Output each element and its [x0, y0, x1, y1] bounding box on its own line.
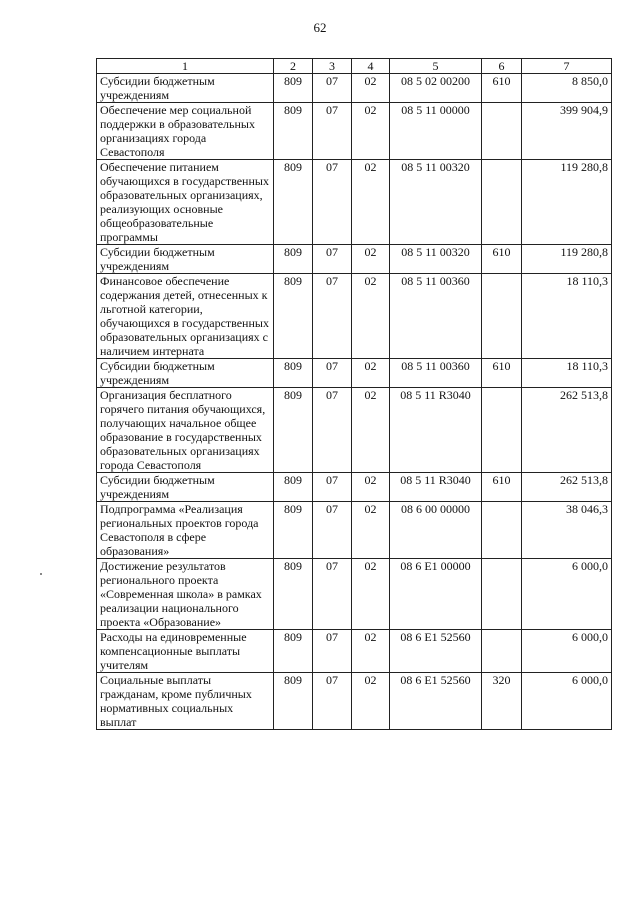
- table-row: [97, 103, 612, 160]
- amount: 262 513,8: [522, 473, 612, 502]
- subsection-code: 02: [352, 160, 390, 245]
- section-code: 07: [313, 245, 352, 274]
- ministry-code: 809: [274, 74, 313, 103]
- table-row: [97, 274, 612, 359]
- col-header-7: 7: [522, 59, 612, 74]
- expense-type-code: 610: [482, 245, 522, 274]
- ministry-code: 809: [274, 160, 313, 245]
- section-code: 07: [313, 103, 352, 160]
- section-code: 07: [313, 74, 352, 103]
- subsection-code: 02: [352, 473, 390, 502]
- row-name: Субсидии бюджетным учреждениям: [97, 245, 274, 274]
- amount: 6 000,0: [522, 559, 612, 630]
- section-code: 07: [313, 630, 352, 673]
- row-name: Подпрограмма «Реализация региональных проектов города Севастополя в сфере образования»: [97, 502, 274, 559]
- table-row: [97, 473, 612, 502]
- col-header-1: 1: [97, 59, 274, 74]
- target-article-code: 08 5 11 00360: [390, 359, 482, 388]
- ministry-code: 809: [274, 359, 313, 388]
- subsection-code: 02: [352, 502, 390, 559]
- row-name: Обеспечение питанием обучающихся в государственных образовательных организациях, реализующих основные общеобразовательные программы: [97, 160, 274, 245]
- col-header-6: 6: [482, 59, 522, 74]
- subsection-code: 02: [352, 559, 390, 630]
- row-name: Организация бесплатного горячего питания обучающихся, получающих начальное общее образование в государственных образовательных организациях города Севастополя: [97, 388, 274, 473]
- row-name: Обеспечение мер социальной поддержки в образовательных организациях города Севастополя: [97, 103, 274, 160]
- ministry-code: 809: [274, 559, 313, 630]
- target-article-code: 08 6 00 00000: [390, 502, 482, 559]
- section-code: 07: [313, 274, 352, 359]
- expense-type-code: [482, 103, 522, 160]
- row-name: Расходы на единовременные компенсационные выплаты учителям: [97, 630, 274, 673]
- target-article-code: 08 5 11 R3040: [390, 388, 482, 473]
- target-article-code: 08 5 11 00000: [390, 103, 482, 160]
- subsection-code: 02: [352, 359, 390, 388]
- expense-type-code: [482, 388, 522, 473]
- col-header-4: 4: [352, 59, 390, 74]
- table-row: [97, 160, 612, 245]
- expense-type-code: [482, 630, 522, 673]
- col-header-3: 3: [313, 59, 352, 74]
- section-code: 07: [313, 559, 352, 630]
- col-header-5: 5: [390, 59, 482, 74]
- subsection-code: 02: [352, 245, 390, 274]
- target-article-code: 08 5 11 00360: [390, 274, 482, 359]
- amount: 38 046,3: [522, 502, 612, 559]
- section-code: 07: [313, 160, 352, 245]
- section-code: 07: [313, 473, 352, 502]
- expense-type-code: 610: [482, 74, 522, 103]
- amount: 18 110,3: [522, 359, 612, 388]
- table-row: [97, 673, 612, 730]
- table-row: [97, 559, 612, 630]
- ministry-code: 809: [274, 473, 313, 502]
- table-row: [97, 502, 612, 559]
- amount: 262 513,8: [522, 388, 612, 473]
- expense-type-code: 610: [482, 473, 522, 502]
- subsection-code: 02: [352, 388, 390, 473]
- target-article-code: 08 6 E1 52560: [390, 630, 482, 673]
- page-number: 62: [313, 20, 327, 35]
- ministry-code: 809: [274, 630, 313, 673]
- expense-type-code: 610: [482, 359, 522, 388]
- amount: 8 850,0: [522, 74, 612, 103]
- section-code: 07: [313, 502, 352, 559]
- row-name: Субсидии бюджетным учреждениям: [97, 359, 274, 388]
- col-header-2: 2: [274, 59, 313, 74]
- ministry-code: 809: [274, 245, 313, 274]
- row-name: Субсидии бюджетным учреждениям: [97, 74, 274, 103]
- expense-type-code: [482, 559, 522, 630]
- header-row: [97, 59, 612, 74]
- target-article-code: 08 5 02 00200: [390, 74, 482, 103]
- target-article-code: 08 6 E1 00000: [390, 559, 482, 630]
- target-article-code: 08 6 E1 52560: [390, 673, 482, 730]
- section-code: 07: [313, 673, 352, 730]
- ministry-code: 809: [274, 388, 313, 473]
- ministry-code: 809: [274, 502, 313, 559]
- expense-type-code: [482, 502, 522, 559]
- subsection-code: 02: [352, 673, 390, 730]
- row-name: Социальные выплаты гражданам, кроме публичных нормативных социальных выплат: [97, 673, 274, 730]
- amount: 119 280,8: [522, 245, 612, 274]
- scan-speck: [40, 573, 42, 575]
- row-name: Субсидии бюджетным учреждениям: [97, 473, 274, 502]
- section-code: 07: [313, 359, 352, 388]
- section-code: 07: [313, 388, 352, 473]
- table-row: [97, 245, 612, 274]
- budget-table: [96, 58, 612, 730]
- expense-type-code: [482, 160, 522, 245]
- table-row: [97, 630, 612, 673]
- ministry-code: 809: [274, 673, 313, 730]
- table-row: [97, 359, 612, 388]
- subsection-code: 02: [352, 103, 390, 160]
- target-article-code: 08 5 11 00320: [390, 245, 482, 274]
- ministry-code: 809: [274, 274, 313, 359]
- amount: 399 904,9: [522, 103, 612, 160]
- amount: 6 000,0: [522, 630, 612, 673]
- table-row: [97, 388, 612, 473]
- subsection-code: 02: [352, 630, 390, 673]
- subsection-code: 02: [352, 274, 390, 359]
- target-article-code: 08 5 11 00320: [390, 160, 482, 245]
- amount: 6 000,0: [522, 673, 612, 730]
- subsection-code: 02: [352, 74, 390, 103]
- expense-type-code: 320: [482, 673, 522, 730]
- row-name: Финансовое обеспечение содержания детей, отнесенных к льготной категории, обучающихся в государственных образовательных организациях с наличием интерната: [97, 274, 274, 359]
- table-row: [97, 74, 612, 103]
- row-name: Достижение результатов регионального проекта «Современная школа» в рамках реализации национального проекта «Образование»: [97, 559, 274, 630]
- amount: 18 110,3: [522, 274, 612, 359]
- target-article-code: 08 5 11 R3040: [390, 473, 482, 502]
- ministry-code: 809: [274, 103, 313, 160]
- expense-type-code: [482, 274, 522, 359]
- amount: 119 280,8: [522, 160, 612, 245]
